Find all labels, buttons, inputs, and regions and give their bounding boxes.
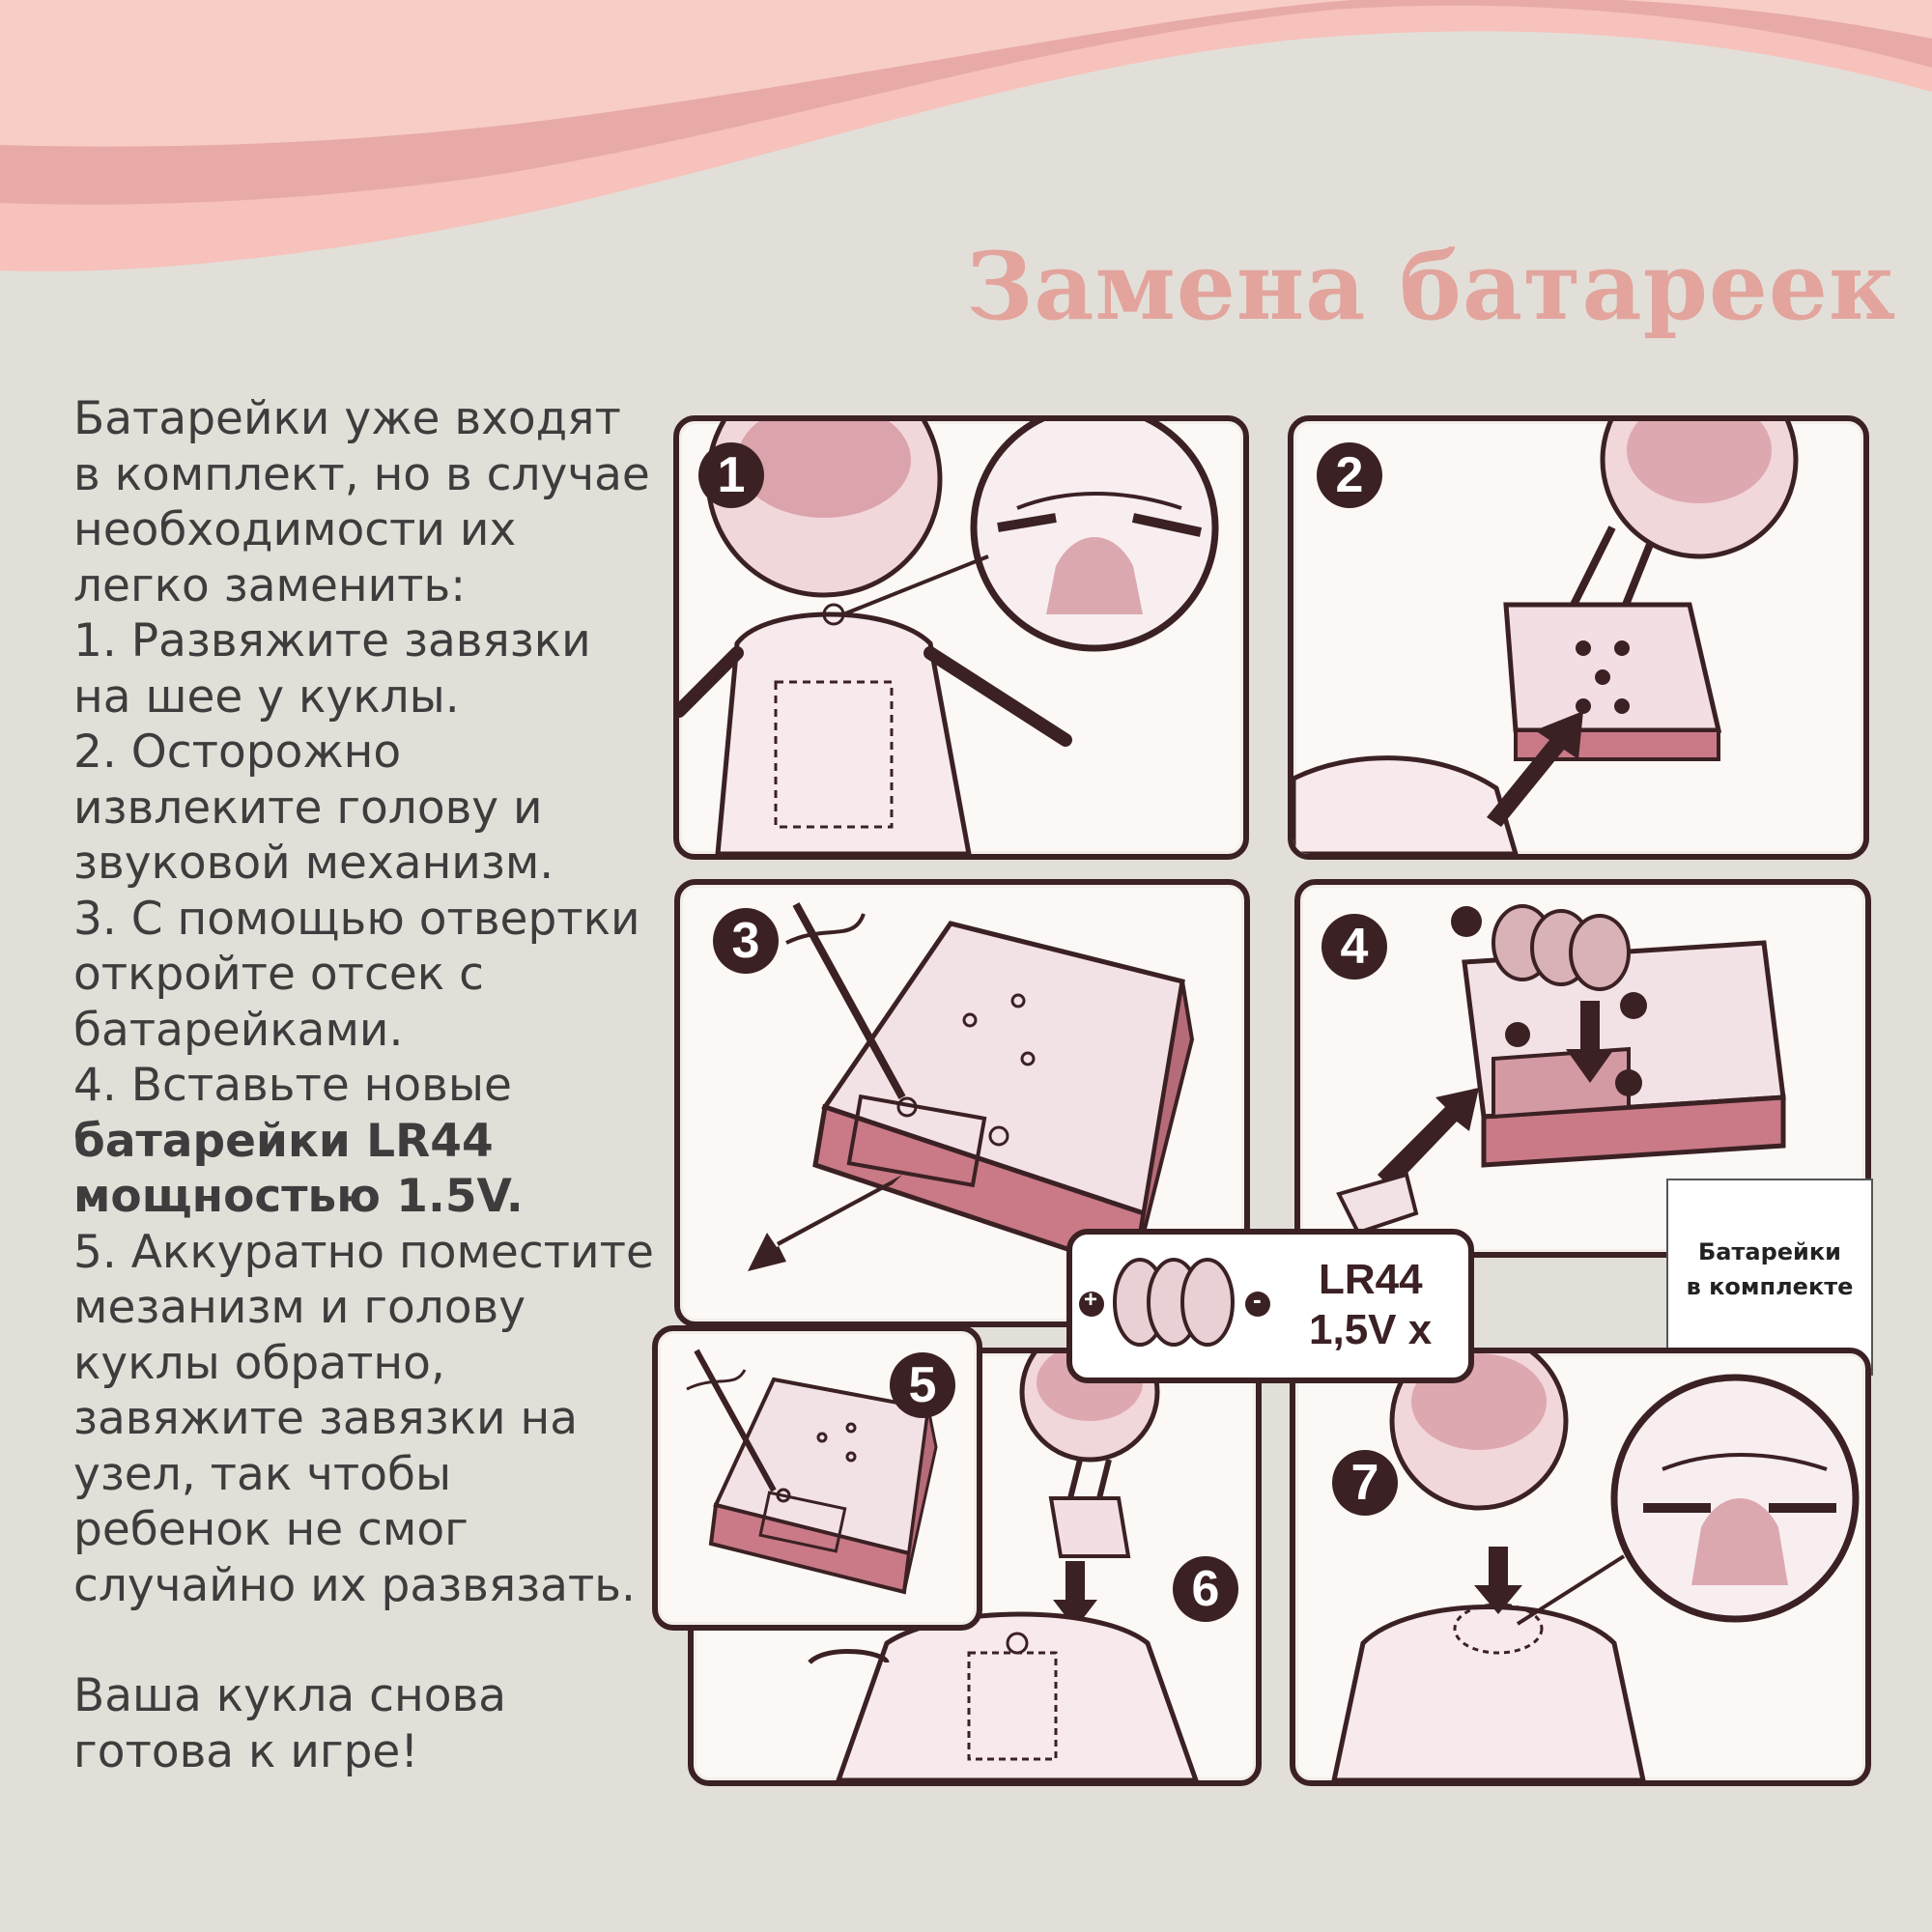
page-title: Замена батареек <box>966 232 1897 341</box>
step-number-3: 3 <box>713 908 779 974</box>
instruction-line: на шее у куклы. <box>73 669 460 724</box>
instruction-line-bold: батарейки LR44 <box>73 1114 494 1168</box>
step-number-4: 4 <box>1321 914 1387 980</box>
battery-minus-sign: - <box>1253 1285 1262 1314</box>
instructions-text <box>73 391 663 1779</box>
instruction-line: ребенок не смог <box>73 1503 469 1556</box>
instruction-line: батарейками. <box>73 1003 404 1057</box>
battery-cells-icon <box>1072 1235 1314 1378</box>
doll-untie-illustration <box>679 421 1243 854</box>
included-line: Батарейки <box>1698 1238 1841 1265</box>
closing-line: готова к игре! <box>73 1724 419 1778</box>
doll-tie-illustration <box>1295 1353 1865 1780</box>
step-number-2: 2 <box>1317 442 1382 508</box>
step-panel-1 <box>673 415 1249 860</box>
step-number-7: 7 <box>1332 1450 1398 1516</box>
instruction-line-bold: мощностью 1.5V. <box>73 1170 524 1223</box>
instruction-line: извлеките голову и <box>73 781 543 835</box>
battery-type: LR44 <box>1319 1256 1423 1303</box>
instruction-line: звуковой механизм. <box>73 837 554 890</box>
instruction-line: Батарейки уже входят <box>73 392 621 445</box>
instruction-line: 3. С помощью отвертки <box>73 892 640 946</box>
instruction-line: 1. Развяжите завязки <box>73 614 591 668</box>
battery-voltage: 1,5V x <box>1309 1306 1433 1353</box>
step-number-5: 5 <box>890 1352 955 1418</box>
instruction-line: необходимости их <box>73 503 517 556</box>
step-number-6: 6 <box>1173 1556 1238 1622</box>
instruction-line: узел, так чтобы <box>73 1447 452 1501</box>
instruction-line: 5. Аккуратно поместите <box>73 1225 654 1279</box>
instruction-line: легко заменить: <box>73 558 467 612</box>
step-number-1: 1 <box>698 442 764 508</box>
included-line: в комплекте <box>1686 1273 1854 1300</box>
spacer <box>73 1613 663 1668</box>
step-panel-5 <box>652 1325 982 1631</box>
instruction-line: завяжите завязки на <box>73 1392 579 1445</box>
step-panel-2 <box>1288 415 1869 860</box>
instruction-line: 4. Вставьте новые <box>73 1059 512 1112</box>
instruction-line: 2. Осторожно <box>73 725 402 779</box>
batteries-included-label <box>1666 1179 1873 1376</box>
step-panel-7 <box>1290 1348 1871 1786</box>
battery-plus-sign: + <box>1084 1287 1098 1313</box>
battery-spec-box <box>1066 1229 1474 1383</box>
closing-line: Ваша кукла снова <box>73 1669 506 1722</box>
instruction-line: в комплект, но в случае <box>73 447 650 501</box>
instruction-line: откройте отсек с <box>73 948 484 1001</box>
instruction-line: случайно их развязать. <box>73 1558 636 1612</box>
instruction-line: мезанизм и голову <box>73 1281 526 1334</box>
instruction-line: куклы обратно, <box>73 1336 445 1390</box>
